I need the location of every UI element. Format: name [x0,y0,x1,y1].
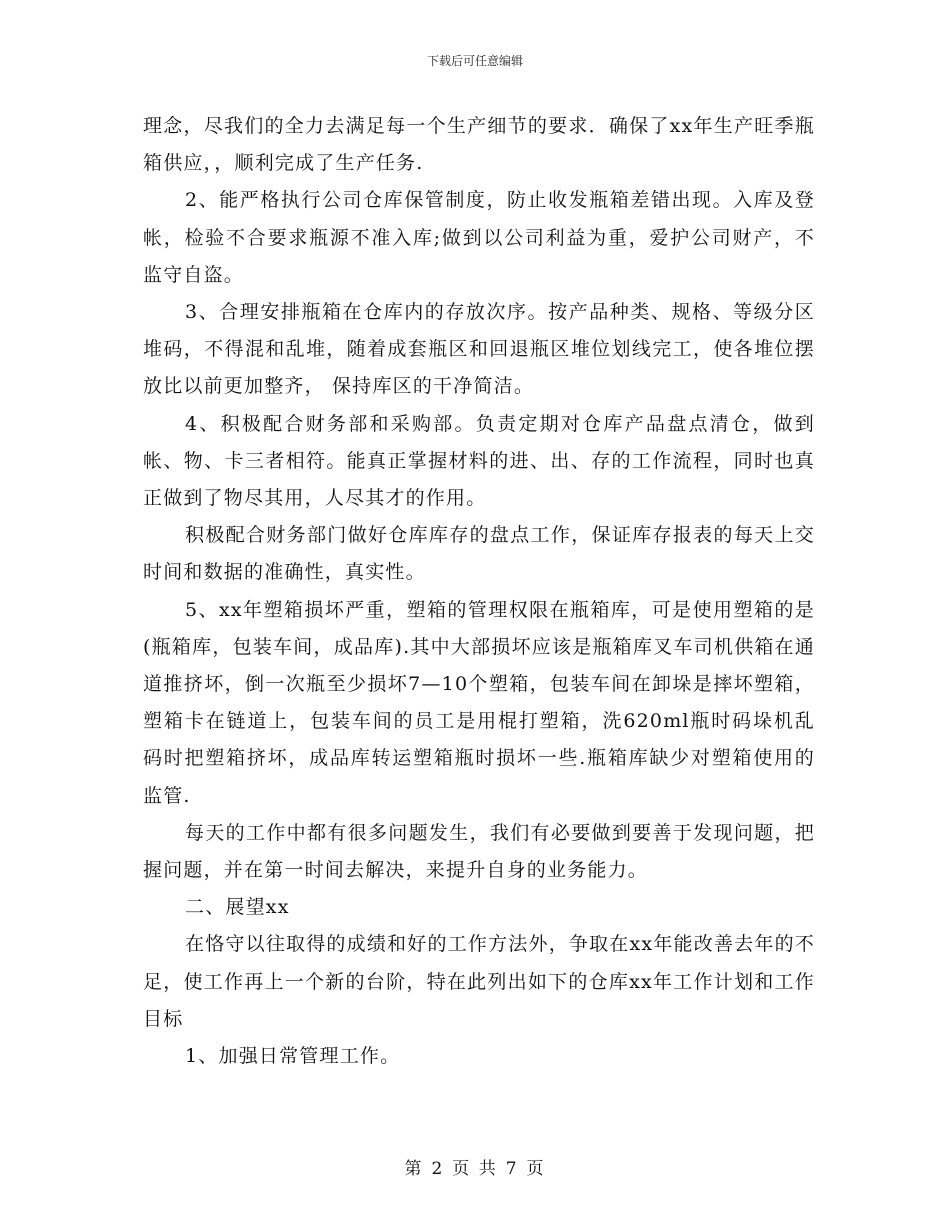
footer-prefix: 第 [404,1159,424,1179]
paragraph-7: 每天的工作中都有很多问题发生，我们有必要做到要善于发现问题，把握问题，并在第一时间去解决，来提升自身的业务能力。 [143,821,815,882]
page-footer [0,1154,950,1179]
footer-page-number: 2 [431,1159,445,1179]
paragraph-1: 理念，尽我们的全力去满足每一个生产细节的要求．确保了xx年生产旺季瓶箱供应，，顺利完成了生产任务. [143,115,815,175]
paragraph-2: 2、能严格执行公司仓库保管制度，防止收发瓶箱差错出现。入库及登帐，检验不合要求瓶源不准入库;做到以公司利益为重，爱护公司财产，不监守自盗。 [143,189,815,286]
paragraph-4: 4、积极配合财务部和采购部。负责定期对仓库产品盘点清仓，做到帐、物、卡三者相符。能真正掌握材料的进、出、存的工作流程，同时也真正做到了物尽其用，人尽其才的作用。 [143,412,815,510]
section-heading-outlook: 二、展望xx [185,896,290,919]
paragraph-5: 积极配合财务部门做好仓库库存的盘点工作，保证库存报表的每天上交时间和数据的准确性，真实性。 [143,524,815,584]
document-body [143,108,815,1075]
footer-total-pages: 7 [505,1159,519,1179]
paragraph-6: 5、xx年塑箱损坏严重，塑箱的管理权限在瓶箱库，可是使用塑箱的是(瓶箱库，包装车间，成品库).其中大部损坏应该是瓶箱库叉车司机供箱在通道推挤坏，倒一次瓶至少损坏7—10个塑箱，包装车间在卸垛是摔坏塑箱，塑箱卡在链道上，包装车间的员工是用棍打塑箱，洗620ml瓶时码垛机乱码时把塑箱挤坏，成品库转运塑箱瓶时损坏一些.瓶箱库缺少对塑箱使用的监管. [143,598,815,807]
footer-middle: 页 共 [452,1159,498,1179]
paragraph-9: 在恪守以往取得的成绩和好的工作方法外，争取在xx年能改善去年的不足，使工作再上一个新的台阶，特在此列出如下的仓库xx年工作计划和工作目标 [143,933,815,1030]
paragraph-3: 3、合理安排瓶箱在仓库内的存放次序。按产品种类、规格、等级分区堆码，不得混和乱堆，随着成套瓶区和回退瓶区堆位划线完工，使各堆位摆放比以前更加整齐， 保持库区的干净简洁。 [143,301,815,398]
paragraph-10: 1、加强日常管理工作。 [185,1045,401,1068]
page-header: 下载后可任意编辑 [426,54,523,68]
footer-suffix: 页 [526,1159,546,1179]
